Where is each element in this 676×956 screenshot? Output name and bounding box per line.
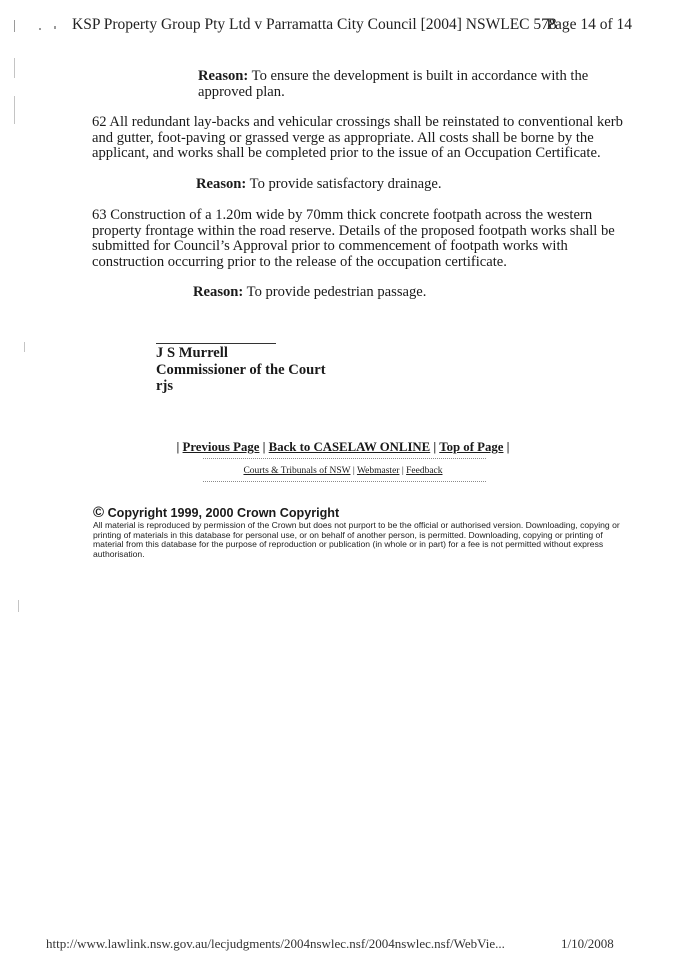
copyright-title: © Copyright 1999, 2000 Crown Copyright <box>93 504 340 521</box>
signature-line <box>156 343 276 344</box>
top-of-page-link[interactable]: Top of Page <box>439 440 504 454</box>
previous-page-link[interactable]: Previous Page <box>182 440 260 454</box>
copyright-text: All material is reproduced by permission of the Crown but does not purport to be the official or authorised version. Downloading, copying or printing of materials in this database for personal use, or on behalf of another person, is permitted. Downloading, copying or printing of material from this database for the purpose of reproduction or publication (in whole or in part) for a fee is not permitted without express authorisation. <box>93 520 620 559</box>
reason-label: Reason: <box>193 284 244 300</box>
reason-drainage <box>196 176 616 192</box>
courts-tribunals-link[interactable]: Courts & Tribunals of NSW <box>243 466 351 476</box>
reason-text: To provide satisfactory drainage. <box>249 176 442 192</box>
document-title: KSP Property Group Pty Ltd v Parramatta City Council [2004] NSWLEC 578 <box>72 16 557 33</box>
signatory-role: Commissioner of the Court <box>156 361 326 378</box>
scan-edge-mark <box>14 96 15 124</box>
nav-divider <box>203 481 486 482</box>
webmaster-link[interactable]: Webmaster <box>356 466 400 476</box>
scan-edge-mark <box>14 58 15 78</box>
site-links: Courts & Tribunals of NSW | Webmaster | Feedback <box>243 466 443 476</box>
page-nav-links: | Previous Page | Back to CASELAW ONLINE | Top of Page | <box>176 440 510 454</box>
print-date: 1/10/2008 <box>561 936 614 951</box>
reason-label: Reason: <box>198 68 249 84</box>
print-url: http://www.lawlink.nsw.gov.au/lecjudgments/2004nswlec.nsf/2004nswlec.nsf/WebVie... <box>46 936 505 951</box>
reason-approved-plan <box>198 68 630 100</box>
nav-divider <box>203 458 486 459</box>
signatory-name: J S Murrell <box>156 345 228 361</box>
reason-pedestrian <box>193 284 613 300</box>
back-to-caselaw-link[interactable]: Back to CASELAW ONLINE <box>268 440 431 454</box>
signature-block <box>156 345 326 395</box>
reason-text: To ensure the development is built in accordance with the approved plan. <box>198 68 589 100</box>
condition-63: 63 Construction of a 1.20m wide by 70mm thick concrete footpath across the western property frontage within the road reserve. Details of the proposed footpath works shall be submitted for Council’s Approval prior to commencement of footpath works with construction occurring prior to the release of the occupation certificate. <box>92 207 615 270</box>
reason-label: Reason: <box>196 176 247 192</box>
feedback-link[interactable]: Feedback <box>406 466 443 476</box>
scan-edge-mark <box>18 600 19 612</box>
scan-marks <box>14 18 74 38</box>
signatory-initials: rjs <box>156 378 174 394</box>
scan-edge-mark <box>24 342 25 352</box>
copyright-icon: © <box>93 504 105 521</box>
condition-62: 62 All redundant lay-backs and vehicular crossings shall be reinstated to conventional kerb and gutter, foot-paving or grassed verge as appropriate. All costs shall be borne by the applicant, and works shall be completed prior to the issue of an Occupation Certificate. <box>92 114 623 161</box>
reason-text: To provide pedestrian passage. <box>246 284 427 300</box>
page-number: Page 14 of 14 <box>546 16 632 33</box>
